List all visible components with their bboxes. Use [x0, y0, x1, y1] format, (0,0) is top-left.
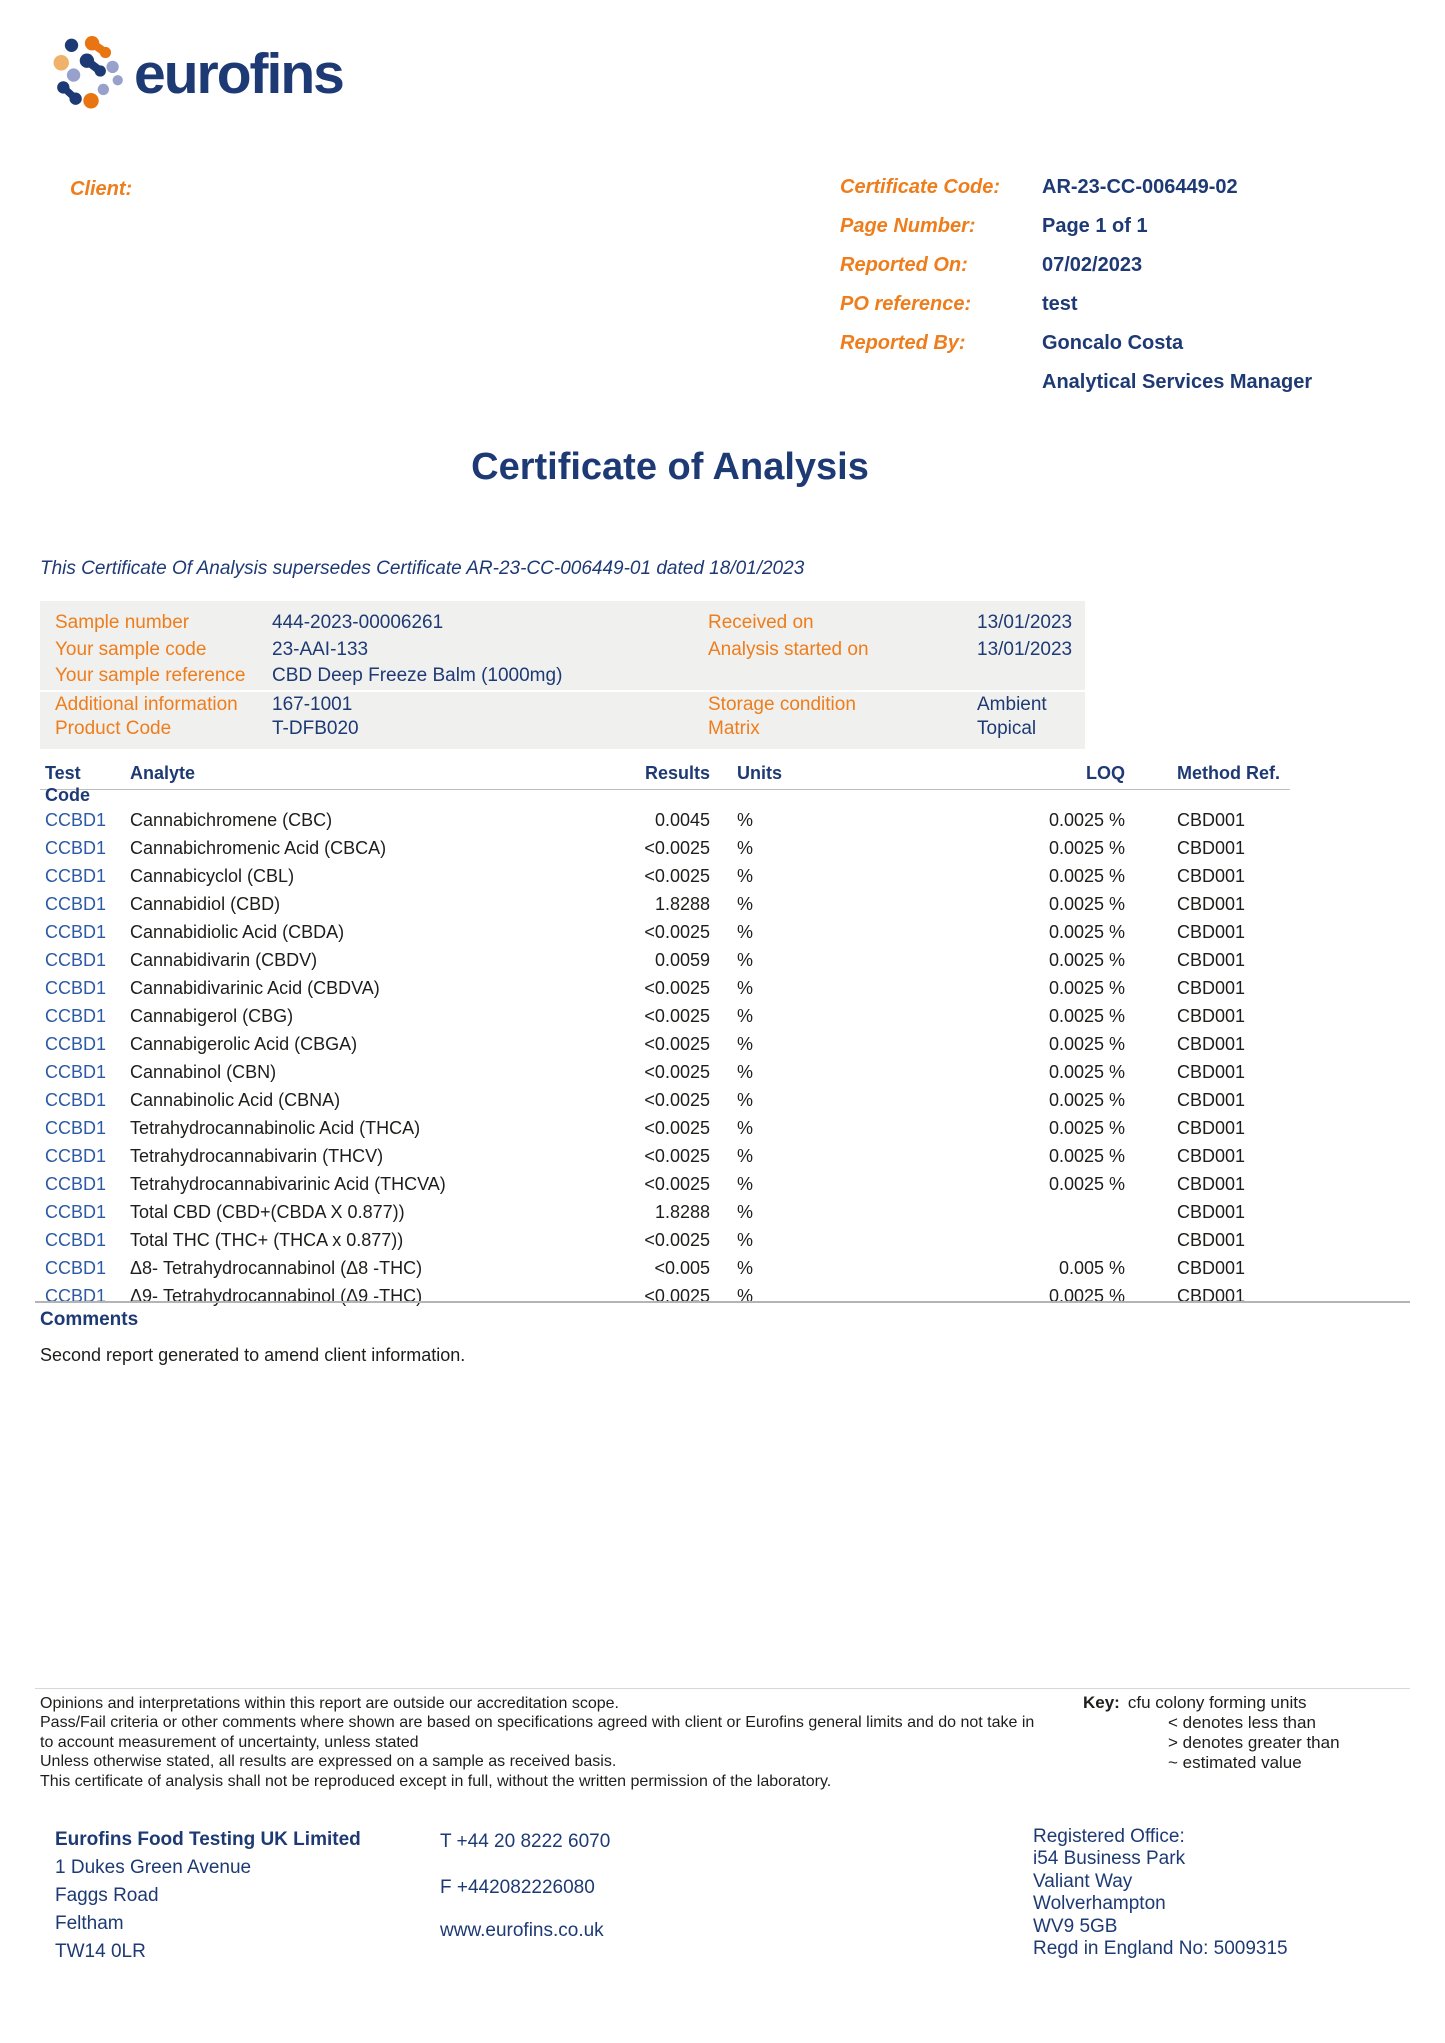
- column-header-loq: LOQ: [1086, 763, 1125, 783]
- cell-test-code: CCBD1: [45, 1034, 107, 1054]
- cell-analyte: Cannabidiol (CBD): [130, 894, 281, 914]
- cell-method-ref: CBD001: [1177, 1006, 1246, 1026]
- cell-analyte: Cannabidivarinic Acid (CBDVA): [130, 978, 380, 998]
- footer-company-name: Eurofins Food Testing UK Limited: [55, 1829, 361, 1850]
- eurofins-logo-text: eurofins: [134, 42, 343, 106]
- cell-result: <0.0025: [644, 1034, 710, 1054]
- cell-method-ref: CBD001: [1177, 1230, 1246, 1250]
- results-table: [40, 762, 1290, 1310]
- cell-method-ref: CBD001: [1177, 1202, 1246, 1222]
- cell-method-ref: CBD001: [1177, 866, 1246, 886]
- cell-test-code: CCBD1: [45, 1062, 107, 1082]
- eurofins-logo-icon: [52, 34, 128, 115]
- footer-registered-line: Valiant Way: [1033, 1870, 1133, 1892]
- column-header-analyte: Analyte: [130, 763, 196, 783]
- cell-loq: 0.0025 %: [1048, 950, 1125, 970]
- storage-condition-value: Ambient: [977, 693, 1047, 715]
- meta-row: [840, 254, 1312, 293]
- po-reference-value: test: [1042, 293, 1078, 315]
- cell-loq: 0.0025 %: [1048, 894, 1125, 914]
- cell-method-ref: CBD001: [1177, 1034, 1246, 1054]
- cell-test-code: CCBD1: [45, 866, 107, 886]
- cell-result: <0.0025: [644, 1118, 710, 1138]
- table-row: [40, 1086, 1290, 1114]
- cell-method-ref: CBD001: [1177, 950, 1246, 970]
- cell-result: <0.0025: [644, 838, 710, 858]
- cell-result: <0.0025: [644, 1006, 710, 1026]
- table-row: [40, 946, 1290, 974]
- info-label: Matrix: [708, 718, 760, 739]
- column-header-results: Results: [644, 763, 710, 783]
- disclaimer-line: This certificate of analysis shall not be reproduced except in full, without the written permission of the laboratory.: [40, 1772, 832, 1790]
- footer-contact: [440, 1829, 610, 1944]
- sample-code-value: 23-AAI-133: [272, 638, 369, 660]
- cell-analyte: Cannabigerolic Acid (CBGA): [130, 1034, 358, 1054]
- comments-section: [40, 1309, 465, 1366]
- cell-loq: [800, 1226, 1125, 1254]
- supersedes-note: This Certificate Of Analysis supersedes Certificate AR-23-CC-006449-01 dated 18/01/2023: [40, 558, 805, 579]
- disclaimer-rule: [35, 1688, 1410, 1689]
- cell-method-ref: CBD001: [1177, 1118, 1246, 1138]
- comments-heading: Comments: [40, 1309, 139, 1330]
- reported-by-value: Goncalo Costa: [1042, 332, 1184, 354]
- meta-label: [840, 371, 1042, 410]
- results-table-header: [40, 762, 1290, 805]
- cell-test-code: CCBD1: [45, 950, 107, 970]
- table-row: [40, 1254, 1290, 1282]
- page-title: Certificate of Analysis: [471, 446, 869, 488]
- info-label: [708, 663, 977, 690]
- cell-loq: 0.0025 %: [1048, 1062, 1125, 1082]
- cell-analyte: Total CBD (CBD+(CBDA X 0.877)): [130, 1202, 405, 1222]
- cell-result: 1.8288: [654, 894, 710, 914]
- meta-label: PO reference:: [840, 293, 972, 315]
- cell-units: %: [737, 1146, 754, 1166]
- footer-address-line: Feltham: [55, 1913, 124, 1934]
- footer-company: [55, 1826, 361, 1966]
- disclaimer-line: Pass/Fail criteria or other comments where shown are based on specifications agreed with client or Eurofins general limits and do not take in to account measurement of uncertainty, unless stated: [40, 1714, 1035, 1751]
- disclaimer-line: Opinions and interpretations within this report are outside our accreditation scope.: [40, 1695, 619, 1712]
- cell-units: %: [737, 1062, 754, 1082]
- footer-address-line: Faggs Road: [55, 1885, 159, 1906]
- cell-analyte: Tetrahydrocannabivarinic Acid (THCVA): [130, 1174, 446, 1194]
- cell-loq: 0.0025 %: [1048, 1146, 1125, 1166]
- cell-test-code: CCBD1: [45, 1090, 107, 1110]
- info-label: Analysis started on: [708, 638, 869, 660]
- cell-result: <0.0025: [644, 866, 710, 886]
- cell-units: %: [737, 1202, 754, 1222]
- cell-test-code: CCBD1: [45, 922, 107, 942]
- footer-registered-line: Regd in England No: 5009315: [1033, 1938, 1288, 1960]
- cell-method-ref: CBD001: [1177, 978, 1246, 998]
- cell-loq: 0.0025 %: [1048, 1034, 1125, 1054]
- footer-registered-line: Registered Office:: [1033, 1826, 1185, 1847]
- cell-method-ref: CBD001: [1177, 922, 1246, 942]
- meta-row: [840, 371, 1312, 410]
- reporter-title-value: Analytical Services Manager: [1042, 371, 1313, 393]
- table-bottom-rule: [35, 1301, 1410, 1303]
- cell-analyte: Tetrahydrocannabivarin (THCV): [130, 1146, 384, 1166]
- cell-result: <0.005: [654, 1258, 710, 1278]
- cell-test-code: CCBD1: [45, 838, 107, 858]
- sample-info-row: [40, 610, 1085, 637]
- cell-units: %: [737, 1230, 754, 1250]
- cell-result: 1.8288: [654, 1202, 710, 1222]
- cell-method-ref: CBD001: [1177, 1258, 1246, 1278]
- cell-units: %: [737, 810, 754, 830]
- cell-analyte: Δ8- Tetrahydrocannabinol (Δ8 -THC): [130, 1258, 423, 1278]
- key-item: ~ estimated value: [1168, 1753, 1302, 1772]
- table-row: [40, 890, 1290, 918]
- column-header-method-ref: Method Ref.: [1177, 763, 1280, 783]
- eurofins-logo: [52, 34, 343, 115]
- comment-text: Second report generated to amend client information.: [40, 1345, 466, 1365]
- cell-test-code: CCBD1: [45, 1202, 107, 1222]
- cell-analyte: Cannabigerol (CBG): [130, 1006, 294, 1026]
- cell-test-code: CCBD1: [45, 1286, 107, 1306]
- cell-method-ref: CBD001: [1177, 1286, 1246, 1306]
- certificate-meta: [840, 176, 1312, 410]
- key-item: < denotes less than: [1168, 1713, 1316, 1732]
- cell-loq: 0.0025 %: [1048, 1090, 1125, 1110]
- column-header-units: Units: [737, 763, 782, 783]
- sample-reference-value: CBD Deep Freeze Balm (1000mg): [272, 665, 563, 686]
- meta-label: Page Number:: [840, 215, 976, 237]
- table-row: [40, 918, 1290, 946]
- table-row: [40, 1002, 1290, 1030]
- disclaimer-line: Unless otherwise stated, all results are expressed on a sample as received basis.: [40, 1753, 617, 1771]
- table-row: [40, 806, 1290, 834]
- disclaimer: [40, 1694, 1040, 1791]
- cell-loq: 0.0025 %: [1048, 1286, 1125, 1306]
- cell-result: <0.0025: [644, 1174, 710, 1194]
- info-label: Your sample reference: [55, 665, 246, 686]
- cell-analyte: Cannabidivarin (CBDV): [130, 950, 318, 970]
- column-header-test-code: Test Code: [45, 763, 90, 805]
- cell-analyte: Cannabicyclol (CBL): [130, 866, 295, 886]
- cell-units: %: [737, 1258, 754, 1278]
- meta-row: [840, 332, 1312, 371]
- cell-test-code: CCBD1: [45, 894, 107, 914]
- footer-registered-line: Wolverhampton: [1033, 1893, 1166, 1915]
- cell-analyte: Cannabinol (CBN): [130, 1062, 277, 1082]
- cell-units: %: [737, 978, 754, 998]
- cell-loq: 0.0025 %: [1048, 810, 1125, 830]
- cell-method-ref: CBD001: [1177, 838, 1246, 858]
- cell-result: <0.0025: [644, 1230, 710, 1250]
- certificate-code-value: AR-23-CC-006449-02: [1042, 176, 1238, 198]
- sample-info-row: [40, 637, 1085, 664]
- cell-units: %: [737, 950, 754, 970]
- cell-units: %: [737, 922, 754, 942]
- cell-method-ref: CBD001: [1177, 1062, 1246, 1082]
- cell-test-code: CCBD1: [45, 1174, 107, 1194]
- table-row: [40, 1114, 1290, 1142]
- cell-analyte: Δ9- Tetrahydrocannabinol (Δ9 -THC): [130, 1286, 423, 1306]
- table-row: [40, 1226, 1290, 1254]
- cell-result: <0.0025: [644, 1286, 710, 1306]
- meta-label: Reported On:: [840, 254, 968, 276]
- additional-info-value: 167-1001: [272, 693, 353, 715]
- client-label: Client:: [70, 178, 133, 200]
- footer-registered-line: i54 Business Park: [1033, 1848, 1186, 1870]
- cell-result: <0.0025: [644, 978, 710, 998]
- cell-analyte: Cannabichromene (CBC): [130, 810, 333, 830]
- key-label: Key:: [1083, 1693, 1120, 1712]
- cell-loq: 0.0025 %: [1048, 978, 1125, 998]
- cell-units: %: [737, 1174, 754, 1194]
- table-row: [40, 1198, 1290, 1226]
- info-label: Additional information: [55, 693, 238, 715]
- cell-loq: 0.0025 %: [1048, 866, 1125, 886]
- info-label: Sample number: [55, 612, 190, 633]
- table-row: [40, 974, 1290, 1002]
- cell-analyte: Tetrahydrocannabinolic Acid (THCA): [130, 1118, 421, 1138]
- cell-test-code: CCBD1: [45, 810, 107, 830]
- key-item: cfu colony forming units: [1127, 1693, 1307, 1712]
- page-number-value: Page 1 of 1: [1042, 215, 1148, 237]
- cell-units: %: [737, 1090, 754, 1110]
- cell-units: %: [737, 1118, 754, 1138]
- footer-registered-office: [1033, 1826, 1288, 1960]
- key-section: [1083, 1693, 1340, 1773]
- cell-method-ref: CBD001: [1177, 1146, 1246, 1166]
- meta-row: [840, 215, 1312, 254]
- results-rows: [40, 806, 1290, 1310]
- cell-loq: 0.0025 %: [1048, 1006, 1125, 1026]
- info-label: Product Code: [55, 718, 172, 739]
- cell-loq: 0.0025 %: [1048, 1174, 1125, 1194]
- info-label: Storage condition: [708, 693, 856, 715]
- table-row: [40, 862, 1290, 890]
- meta-row: [840, 176, 1312, 215]
- cell-units: %: [737, 1006, 754, 1026]
- cell-test-code: CCBD1: [45, 1006, 107, 1026]
- cell-result: <0.0025: [644, 1146, 710, 1166]
- sample-info-table: [40, 601, 1085, 749]
- cell-analyte: Total THC (THC+ (THCA x 0.877)): [130, 1230, 404, 1250]
- cell-test-code: CCBD1: [45, 1146, 107, 1166]
- meta-row: [840, 293, 1312, 332]
- cell-method-ref: CBD001: [1177, 810, 1246, 830]
- cell-test-code: CCBD1: [45, 1230, 107, 1250]
- cell-analyte: Cannabinolic Acid (CBNA): [130, 1090, 341, 1110]
- footer-address-line: TW14 0LR: [55, 1941, 146, 1962]
- cell-loq: 0.0025 %: [1048, 838, 1125, 858]
- cell-method-ref: CBD001: [1177, 894, 1246, 914]
- cell-loq: [800, 1198, 1125, 1226]
- cell-loq: 0.0025 %: [1048, 922, 1125, 942]
- table-row: [40, 1170, 1290, 1198]
- info-label: Your sample code: [55, 638, 207, 660]
- cell-result: 0.0045: [654, 810, 710, 830]
- info-label: Received on: [708, 612, 814, 633]
- cell-test-code: CCBD1: [45, 1258, 107, 1278]
- sample-info-row: [40, 716, 1085, 743]
- footer-phone: T +44 20 8222 6070: [440, 1831, 611, 1852]
- table-row: [40, 1030, 1290, 1058]
- cell-units: %: [737, 838, 754, 858]
- cell-analyte: Cannabichromenic Acid (CBCA): [130, 838, 387, 858]
- sample-number-value: 444-2023-00006261: [272, 612, 444, 633]
- cell-units: %: [737, 1286, 754, 1306]
- cell-result: <0.0025: [644, 922, 710, 942]
- matrix-value: Topical: [977, 718, 1037, 739]
- cell-method-ref: CBD001: [1177, 1174, 1246, 1194]
- footer-address-line: 1 Dukes Green Avenue: [55, 1857, 252, 1878]
- cell-units: %: [737, 894, 754, 914]
- cell-result: 0.0059: [654, 950, 710, 970]
- cell-loq: 0.005 %: [1058, 1258, 1125, 1278]
- cell-test-code: CCBD1: [45, 1118, 107, 1138]
- cell-units: %: [737, 866, 754, 886]
- table-row: [40, 1282, 1290, 1310]
- meta-label: Reported By:: [840, 332, 966, 354]
- footer-fax: F +442082226080: [440, 1877, 595, 1898]
- meta-label: Certificate Code:: [840, 176, 1001, 198]
- table-row: [40, 834, 1290, 862]
- table-row: [40, 1142, 1290, 1170]
- sample-info-row: [40, 663, 1085, 690]
- cell-result: <0.0025: [644, 1090, 710, 1110]
- cell-method-ref: CBD001: [1177, 1090, 1246, 1110]
- sample-info-row: [40, 690, 1085, 717]
- analysis-started-value: 13/01/2023: [977, 638, 1073, 660]
- cell-units: %: [737, 1034, 754, 1054]
- info-value: [977, 663, 1085, 690]
- footer-website-link[interactable]: www.eurofins.co.uk: [440, 1920, 604, 1941]
- cell-result: <0.0025: [644, 1062, 710, 1082]
- table-row: [40, 1058, 1290, 1086]
- cell-loq: 0.0025 %: [1048, 1118, 1125, 1138]
- reported-on-value: 07/02/2023: [1042, 254, 1143, 276]
- key-item: > denotes greater than: [1168, 1733, 1340, 1752]
- received-on-value: 13/01/2023: [977, 612, 1073, 633]
- product-code-value: T-DFB020: [272, 718, 359, 739]
- footer-registered-line: WV9 5GB: [1033, 1915, 1118, 1937]
- cell-analyte: Cannabidiolic Acid (CBDA): [130, 922, 345, 942]
- cell-test-code: CCBD1: [45, 978, 107, 998]
